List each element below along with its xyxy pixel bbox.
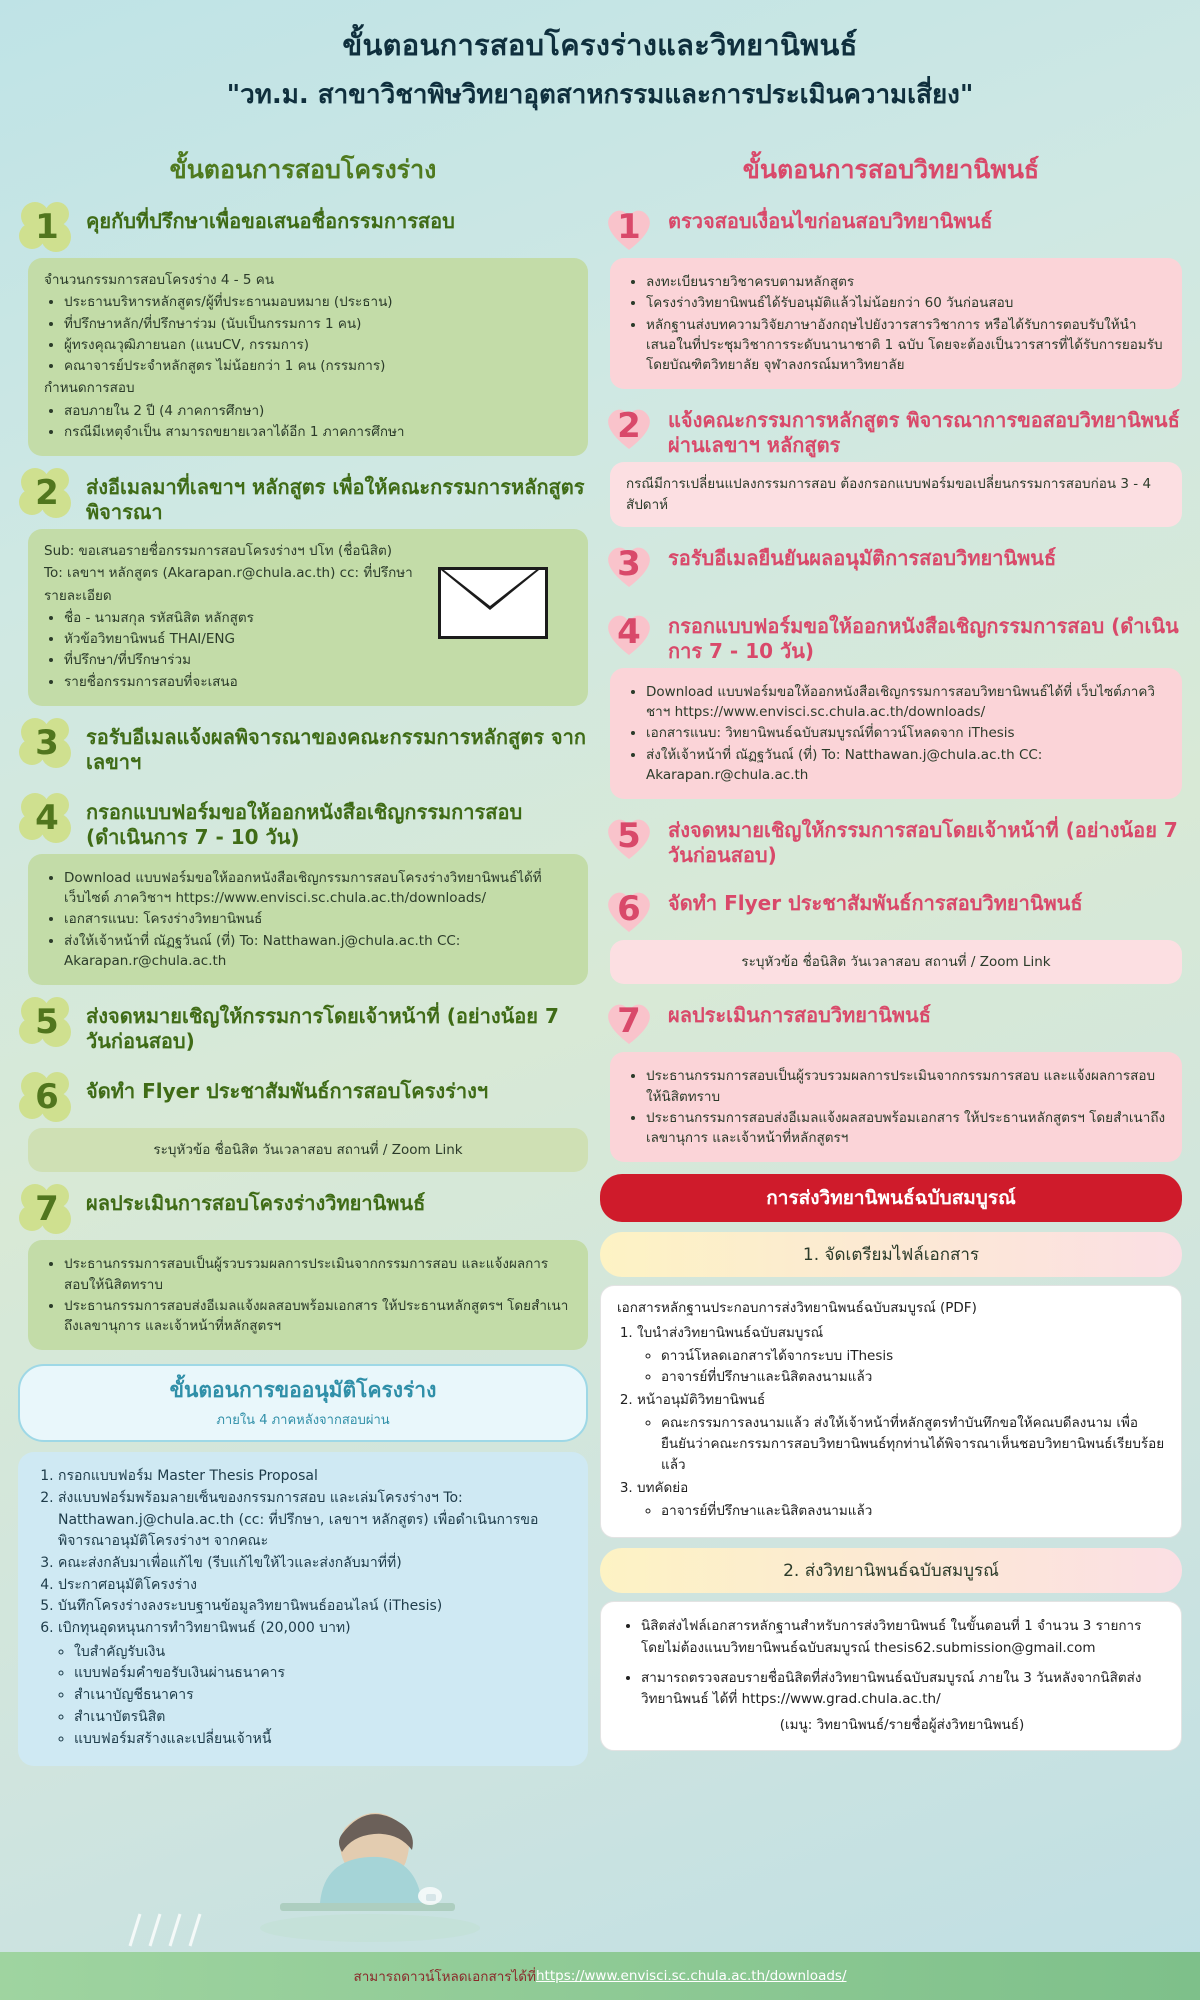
- schedule-label: กำหนดการสอบ: [44, 380, 135, 397]
- step-number: 7: [35, 1189, 59, 1230]
- submit-section2-body: [600, 1601, 1182, 1751]
- right-step-2-body: กรณีมีการเปลี่ยนแปลงกรรมการสอบ ต้องกรอกแบบฟอร์มขอเปลี่ยนกรรมการสอบก่อน 3 - 4 สัปดาห์: [610, 462, 1182, 527]
- page-header: [0, 0, 1200, 115]
- list-item: • ประธานกรรมการสอบส่งอีเมลแจ้งผลสอบพร้อมเอกสาร ให้ประธานหลักสูตรฯ โดยสำเนาถึงเลขานุการ และเจ้าหน้าที่หลักสูตรฯ: [646, 1108, 1166, 1149]
- step-number: 4: [35, 797, 59, 838]
- list-item: ◦ สำเนาบัญชีธนาคาร: [74, 1685, 570, 1707]
- conditions-list: [626, 272, 1166, 375]
- list-item: 1. กรอกแบบฟอร์ม Master Thesis Proposal: [58, 1466, 570, 1488]
- page-footer: [0, 1952, 1200, 2000]
- list-item: • เอกสารแนบ: วิทยานิพนธ์ฉบับสมบูรณ์ที่ดาวน์โหลดจาก iThesis: [646, 723, 1166, 743]
- email-detail-label: รายละเอียด: [44, 587, 112, 604]
- submit-item-text: สามารถตรวจสอบรายชื่อนิสิตที่ส่งวิทยานิพนธ์ฉบับสมบูรณ์ ภายใน 3 วันหลังจากนิสิตส่งวิทยานิพนธ์ ได้ที่ https://www.grad.chula.ac.th/: [641, 1669, 1142, 1708]
- list-item: [637, 1390, 1165, 1476]
- step-number-badge: [18, 716, 76, 770]
- list-item: 2. ส่งแบบฟอร์มพร้อมลายเซ็นของกรรมการสอบ และเล่มโครงร่างฯ To: Natthawan.j@chula.ac.th (cc: ที่ปรึกษา, เลขาฯ หลักสูตร) เพื่อดำเนินการขอพิจารณาอนุมัติโครงร่างฯ จากคณะ: [58, 1488, 570, 1553]
- step-number-badge: [18, 1070, 76, 1124]
- list-item: • ประธานกรรมการสอบเป็นผู้รวบรวมผลการประเมินจากกรรมการสอบ และแจ้งผลการสอบให้นิสิตทราบ: [64, 1254, 572, 1295]
- step-title: แจ้งคณะกรรมการหลักสูตร พิจารณาการขอสอบวิทยานิพนธ์ ผ่านเลขาฯ หลักสูตร: [668, 408, 1180, 458]
- right-step-6-body: ระบุหัวข้อ ชื่อนิสิต วันเวลาสอบ สถานที่ / Zoom Link: [610, 940, 1182, 984]
- email-subject: Sub: ขอเสนอรายชื่อกรรมการสอบโครงร่างฯ ปโท (ชื่อนิสิต): [44, 543, 393, 559]
- email-to: To: เลขาฯ หลักสูตร (Akarapan.r@chula.ac.th) cc: ที่ปรึกษา: [44, 565, 413, 582]
- step-number-badge: [600, 399, 658, 453]
- list-item: • หัวข้อวิทยานิพนธ์ THAI/ENG: [64, 629, 430, 649]
- submit-item-text: นิสิตส่งไฟล์เอกสารหลักฐานสำหรับการส่งวิทยานิพนธ์ ในขั้นตอนที่ 1 จำนวน 3 รายการ โดยไม่ต้องแนบวิทยานิพนธ์ฉบับสมบูรณ์ thesis62.submission@gmail.com: [641, 1618, 1142, 1657]
- list-item: • ประธานบริหารหลักสูตร/ผู้ที่ประธานมอบหมาย (ประธาน): [64, 292, 572, 312]
- list-item: ◦ แบบฟอร์มคำขอรับเงินผ่านธนาคาร: [74, 1663, 570, 1685]
- step-title: จัดทำ Flyer ประชาสัมพันธ์การสอบโครงร่างฯ: [86, 1079, 489, 1103]
- email-detail-list: [44, 608, 430, 692]
- step-number: 6: [35, 1077, 59, 1117]
- form-instructions: [626, 682, 1166, 785]
- schedule-list: [44, 401, 572, 443]
- step-title: กรอกแบบฟอร์มขอให้ออกหนังสือเชิญกรรมการสอบ (ดำเนินการ 7 - 10 วัน): [668, 613, 1179, 663]
- list-item: • สอบภายใน 2 ปี (4 ภาคการศึกษา): [64, 401, 572, 421]
- left-step-7: [18, 1182, 588, 1350]
- step-number: 1: [35, 207, 59, 247]
- approval-title: ขั้นตอนการขออนุมัติโครงร่าง: [169, 1378, 437, 1403]
- step-number-badge: [600, 994, 658, 1048]
- step-title: จัดทำ Flyer ประชาสัมพันธ์การสอบวิทยานิพนธ์: [668, 891, 1083, 915]
- step-number: 2: [35, 473, 59, 513]
- list-item: 3. คณะส่งกลับมาเพื่อแก้ไข (รีบแก้ไขให้ไวและส่งกลับมาที่ที่): [58, 1553, 570, 1575]
- step-number: 7: [617, 1001, 641, 1042]
- list-item: • กรณีมีเหตุจำเป็น สามารถขยายเวลาได้อีก 1 ภาคการศึกษา: [64, 422, 572, 442]
- step-number-badge: [600, 537, 658, 591]
- doc-sub-list: [637, 1346, 1165, 1388]
- left-step-6: [18, 1070, 588, 1172]
- right-step-4-body: [610, 668, 1182, 799]
- right-step-5: [600, 809, 1182, 868]
- list-item: • ประธานกรรมการสอบเป็นผู้รวบรวมผลการประเมินจากกรรมการสอบ และแจ้งผลการสอบให้นิสิตทราบ: [646, 1066, 1166, 1107]
- step-title: กรอกแบบฟอร์มขอให้ออกหนังสือเชิญกรรมการสอบ (ดำเนินการ 7 - 10 วัน): [86, 799, 523, 849]
- step-number-badge: [600, 882, 658, 936]
- doc-name: บทคัดย่อ: [637, 1479, 689, 1496]
- step-number-badge: [18, 1182, 76, 1236]
- left-step-6-body: ระบุหัวข้อ ชื่อนิสิต วันเวลาสอบ สถานที่ / Zoom Link: [28, 1128, 588, 1172]
- left-column: [18, 150, 588, 1766]
- download-text: Download แบบฟอร์มขอให้ออกหนังสือเชิญกรรมการสอบโครงร่างวิทยานิพนธ์ได้ที่ เว็บไซต์ ภาควิชาฯ https://www.envisci.sc.chula.ac.th/downloads/: [64, 869, 542, 906]
- approval-list: [36, 1466, 570, 1640]
- submit-section2-title: 2. ส่งวิทยานิพนธ์ฉบับสมบูรณ์: [600, 1548, 1182, 1593]
- step-number: 6: [617, 889, 641, 929]
- step-number: 1: [617, 207, 641, 247]
- envelope-icon: [438, 567, 548, 639]
- list-item: • ชื่อ - นามสกุล รหัสนิสิต หลักสูตร: [64, 608, 430, 628]
- step-title: ส่งจดหมายเชิญให้กรรมการโดยเจ้าหน้าที่ (อย่างน้อย 7 วันก่อนสอบ): [86, 1004, 559, 1053]
- list-item: [637, 1478, 1165, 1522]
- footer-download-link[interactable]: https://www.envisci.sc.chula.ac.th/downloads/: [535, 1968, 847, 1984]
- doc-sub-list: [637, 1413, 1165, 1476]
- doc-name: หน้าอนุมัติวิทยานิพนธ์: [637, 1391, 766, 1408]
- list-item: • Download แบบฟอร์มขอให้ออกหนังสือเชิญกรรมการสอบวิทยานิพนธ์ได้ที่ เว็บไซต์ภาควิชาฯ https://www.envisci.sc.chula.ac.th/downloads/: [646, 682, 1166, 723]
- decorative-lines: [120, 1910, 230, 1950]
- list-item: ◦ ใบสำคัญรับเงิน: [74, 1642, 570, 1664]
- left-column-heading: ขั้นตอนการสอบโครงร่าง: [169, 155, 437, 184]
- right-step-2: [600, 399, 1182, 527]
- step-number-badge: [18, 995, 76, 1049]
- list-item: ◦ ดาวน์โหลดเอกสารได้จากระบบ iThesis: [661, 1346, 1165, 1367]
- result-list: [626, 1066, 1166, 1148]
- doc-sub-list: [637, 1501, 1165, 1522]
- right-step-7: [600, 994, 1182, 1162]
- step-title: ผลประเมินการสอบวิทยานิพนธ์: [668, 1003, 931, 1028]
- step-number-badge: [600, 605, 658, 659]
- list-item: • ที่ปรึกษา/ที่ปรึกษาร่วม: [64, 650, 430, 670]
- step-number: 3: [35, 722, 59, 763]
- step-number: 3: [617, 543, 641, 584]
- list-item: • โครงร่างวิทยานิพนธ์ได้รับอนุมัติแล้วไม่น้อยกว่า 60 วันก่อนสอบ: [646, 293, 1166, 313]
- step-number-badge: [600, 809, 658, 863]
- left-step-7-body: [28, 1240, 588, 1350]
- list-item: 5. บันทึกโครงร่างลงระบบฐานข้อมูลวิทยานิพนธ์ออนไลน์ (iThesis): [58, 1596, 570, 1618]
- step-title: ผลประเมินการสอบโครงร่างวิทยานิพนธ์: [86, 1191, 426, 1216]
- left-step-4-body: [28, 854, 588, 985]
- step-title: ส่งอีเมลมาที่เลขาฯ หลักสูตร เพื่อให้คณะกรรมการหลักสูตรพิจารณา: [86, 475, 585, 524]
- committee-count: จำนวนกรรมการสอบโครงร่าง 4 - 5 คน: [44, 272, 275, 288]
- list-item: • ส่งให้เจ้าหน้าที่ ณัฏฐวันณ์ (ที่) To: Natthawan.j@chula.ac.th CC: Akarapan.r@chula.ac.th: [64, 931, 572, 972]
- step-title: รอรับอีเมลยืนยันผลอนุมัติการสอบวิทยานิพนธ์: [668, 545, 1057, 570]
- list-item: [641, 1668, 1163, 1737]
- list-item: [64, 868, 572, 909]
- list-item: • รายชื่อกรรมการสอบที่จะเสนอ: [64, 672, 430, 692]
- list-item: [637, 1323, 1165, 1388]
- list-item: ◦ อาจารย์ที่ปรึกษาและนิสิตลงนามแล้ว: [661, 1367, 1165, 1388]
- step-number-badge: [600, 200, 658, 254]
- list-item: • เอกสารแนบ: โครงร่างวิทยานิพนธ์: [64, 909, 572, 929]
- approval-header: [18, 1364, 588, 1442]
- submit-intro: เอกสารหลักฐานประกอบการส่งวิทยานิพนธ์ฉบับสมบูรณ์ (PDF): [617, 1300, 977, 1317]
- submit-final-list: [619, 1616, 1163, 1736]
- step-title: รอรับอีเมลแจ้งผลพิจารณาของคณะกรรมการหลักสูตร จากเลขาฯ: [86, 724, 586, 774]
- student-illustration: [250, 1768, 480, 1948]
- submit-section1-title: 1. จัดเตรียมไฟล์เอกสาร: [600, 1232, 1182, 1277]
- page-title-line1: ขั้นตอนการสอบโครงร่างและวิทยานิพนธ์: [342, 28, 858, 62]
- list-item: ◦ แบบฟอร์มสร้างและเปลี่ยนเจ้าหนี้: [74, 1729, 570, 1751]
- left-step-2-body: [28, 529, 588, 706]
- step-number-badge: [18, 200, 76, 254]
- list-item: ◦ สำเนาบัตรนิสิต: [74, 1707, 570, 1729]
- list-item: • คณาจารย์ประจำหลักสูตร ไม่น้อยกว่า 1 คน (กรรมการ): [64, 356, 572, 376]
- left-step-3: [18, 716, 588, 775]
- list-item: 4. ประกาศอนุมัติโครงร่าง: [58, 1575, 570, 1597]
- step-title: ส่งจดหมายเชิญให้กรรมการสอบโดยเจ้าหน้าที่ (อย่างน้อย 7 วันก่อนสอบ): [668, 818, 1178, 867]
- left-step-4: [18, 791, 588, 985]
- footer-text: สามารถดาวน์โหลดเอกสารได้ที่: [353, 1969, 536, 1985]
- submit-banner: การส่งวิทยานิพนธ์ฉบับสมบูรณ์: [600, 1174, 1182, 1222]
- left-step-2: [18, 466, 588, 706]
- step-title: ตรวจสอบเงื่อนไขก่อนสอบวิทยานิพนธ์: [668, 209, 993, 233]
- list-item: • ผู้ทรงคุณวุฒิภายนอก (แนบCV, กรรมการ): [64, 335, 572, 355]
- submit-doc-list: [617, 1323, 1165, 1521]
- list-item: 6. เบิกทุนอุดหนุนการทำวิทยานิพนธ์ (20,000 บาท): [58, 1618, 570, 1640]
- step-number: 5: [617, 816, 641, 856]
- page-title-line2: "วท.ม. สาขาวิชาพิษวิทยาอุตสาหกรรมและการประเมินความเสี่ยง": [226, 80, 974, 110]
- left-step-1: [18, 200, 588, 456]
- step-number: 2: [617, 406, 641, 447]
- right-column: [600, 150, 1182, 1751]
- list-item: • ลงทะเบียนรายวิชาครบตามหลักสูตร: [646, 272, 1166, 292]
- right-column-heading: ขั้นตอนการสอบวิทยานิพนธ์: [742, 155, 1040, 184]
- step-number: 5: [35, 1002, 59, 1042]
- list-item: • หลักฐานส่งบทความวิจัยภาษาอังกฤษไปยังวารสารวิชาการ หรือได้รับการตอบรับให้นำเสนอในที่ประชุมวิชาการระดับนานาชาติ 1 ฉบับ โดยจะต้องเป็นวารสารที่ได้รับการยอมรับโดยบัณฑิตวิทยาลัย จุฬาลงกรณ์มหาวิทยาลัย: [646, 315, 1166, 376]
- right-step-3: [600, 537, 1182, 591]
- approval-steps: [18, 1452, 588, 1766]
- committee-list: [44, 292, 572, 376]
- list-item: • ที่ปรึกษาหลัก/ที่ปรึกษาร่วม (นับเป็นกรรมการ 1 คน): [64, 314, 572, 334]
- list-item: ◦ คณะกรรมการลงนามแล้ว ส่งให้เจ้าหน้าที่หลักสูตรทำบันทึกขอให้คณบดีลงนาม เพื่อยืนยันว่าคณะกรรมการสอบวิทยานิพนธ์ทุกท่านได้พิจารณาเห็นชอบวิทยานิพนธ์เรียบร้อยแล้ว: [661, 1413, 1165, 1476]
- approval-subtitle: ภายใน 4 ภาคหลังจากสอบผ่าน: [216, 1413, 390, 1429]
- step-number-badge: [18, 466, 76, 520]
- right-step-4: [600, 605, 1182, 799]
- right-step-7-body: [610, 1052, 1182, 1162]
- list-item: • ประธานกรรมการสอบส่งอีเมลแจ้งผลสอบพร้อมเอกสาร ให้ประธานหลักสูตรฯ โดยสำเนาถึงเลขานุการ และเจ้าหน้าที่หลักสูตรฯ: [64, 1296, 572, 1337]
- right-step-6: [600, 882, 1182, 984]
- result-list: [44, 1254, 572, 1336]
- step-title: คุยกับที่ปรึกษาเพื่อขอเสนอชื่อกรรมการสอบ: [86, 209, 455, 233]
- submit-section1-body: [600, 1285, 1182, 1538]
- step-number: 4: [617, 611, 641, 652]
- step-number-badge: [18, 791, 76, 845]
- form-instructions: [44, 868, 572, 971]
- list-item: [641, 1616, 1163, 1659]
- doc-name: ใบนำส่งวิทยานิพนธ์ฉบับสมบูรณ์: [637, 1325, 824, 1342]
- list-item: • ส่งให้เจ้าหน้าที่ ณัฏฐวันณ์ (ที่) To: Natthawan.j@chula.ac.th CC: Akarapan.r@chula.ac.th: [646, 745, 1166, 786]
- right-step-1-body: [610, 258, 1182, 389]
- submit-note: (เมนู: วิทยานิพนธ์/รายชื่อผู้ส่งวิทยานิพนธ์): [779, 1716, 1025, 1733]
- right-step-1: [600, 200, 1182, 389]
- left-step-1-body: [28, 258, 588, 456]
- list-item: ◦ อาจารย์ที่ปรึกษาและนิสิตลงนามแล้ว: [661, 1501, 1165, 1522]
- left-step-5: [18, 995, 588, 1054]
- approval-sublist: [54, 1642, 570, 1750]
